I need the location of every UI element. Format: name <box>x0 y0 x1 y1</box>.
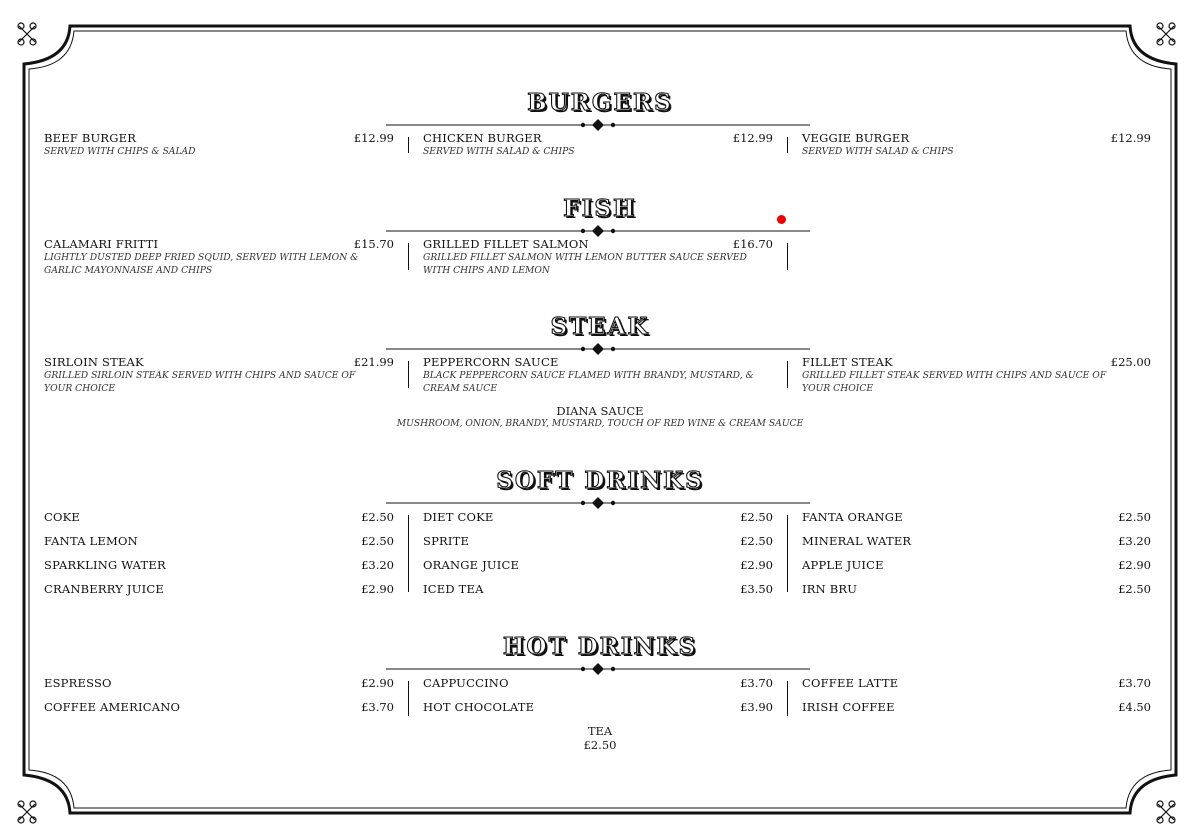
item-name: SPARKLING WATER <box>44 558 166 572</box>
drink-cappuccino <box>423 676 509 690</box>
item-description-line-2: WITH CHIPS AND LEMON <box>423 264 550 276</box>
item-price: £12.99 <box>353 131 394 145</box>
menu-item-sirloin-steak <box>44 355 355 395</box>
item-name: COFFEE LATTE <box>802 676 899 690</box>
item-price: £2.50 <box>361 534 394 548</box>
item-price: £3.70 <box>740 676 773 690</box>
menu-item-fillet-steak <box>802 355 1106 395</box>
item-name: CRANBERRY JUICE <box>44 582 164 596</box>
item-description-line-2: YOUR CHOICE <box>802 382 874 394</box>
column-divider <box>408 515 409 592</box>
item-name: GRILLED FILLET SALMON <box>423 237 589 251</box>
item-name: FANTA ORANGE <box>802 510 903 524</box>
item-name: SPRITE <box>423 534 470 548</box>
drink-sparkling-water <box>44 558 166 572</box>
item-name: FILLET STEAK <box>802 355 893 369</box>
item-description-line-1: GRILLED SIRLOIN STEAK SERVED WITH CHIPS AND SAUCE OF <box>44 370 356 381</box>
item-price: £16.70 <box>732 237 773 251</box>
item-description-line-1: LIGHTLY DUSTED DEEP FRIED SQUID, SERVED WITH LEMON & <box>44 252 359 263</box>
drink-espresso <box>44 676 112 690</box>
column-divider <box>408 361 409 388</box>
item-name: FANTA LEMON <box>44 534 138 548</box>
item-price: £2.50 <box>1118 510 1151 524</box>
item-price: £15.70 <box>353 237 394 251</box>
menu-item-calamari <box>44 237 358 277</box>
item-name: IRN BRU <box>802 582 858 596</box>
item-price: £12.99 <box>732 131 773 145</box>
drink-tea <box>300 724 900 752</box>
item-price: £21.99 <box>353 355 394 369</box>
drink-mineral-water <box>802 534 911 548</box>
item-name: MINERAL WATER <box>802 534 912 548</box>
item-name: CALAMARI FRITTI <box>44 237 159 251</box>
item-price: £2.90 <box>361 582 394 596</box>
drink-coffee-latte <box>802 676 898 690</box>
drink-irish-coffee <box>802 700 895 714</box>
item-name: HOT CHOCOLATE <box>423 700 535 714</box>
item-name: DIANA SAUCE <box>556 404 644 418</box>
column-divider <box>787 361 788 388</box>
item-name: APPLE JUICE <box>802 558 884 572</box>
item-price: £2.50 <box>1118 582 1151 596</box>
item-name: CAPPUCCINO <box>423 676 509 690</box>
drink-hot-chocolate <box>423 700 534 714</box>
item-name: CHICKEN BURGER <box>423 131 542 145</box>
item-price: £2.50 <box>740 534 773 548</box>
item-price: £2.50 <box>583 738 617 752</box>
menu-item-salmon <box>423 237 747 277</box>
item-description: SERVED WITH SALAD & CHIPS <box>423 146 575 157</box>
item-description-line-2: YOUR CHOICE <box>44 382 116 394</box>
burgers-title: BURGERS <box>527 89 673 116</box>
drink-diet-coke <box>423 510 494 524</box>
fish-title: FISH <box>563 195 637 222</box>
item-price: £3.70 <box>1118 676 1151 690</box>
item-price: £3.70 <box>361 700 394 714</box>
drink-apple-juice <box>802 558 884 572</box>
item-description: MUSHROOM, ONION, BRANDY, MUSTARD, TOUCH OF RED WINE & CREAM SAUCE <box>396 418 804 429</box>
drink-coffee-americano <box>44 700 180 714</box>
item-name: COFFEE AMERICANO <box>44 700 181 714</box>
hot-drinks-title: HOT DRINKS <box>502 633 698 660</box>
column-divider <box>787 243 788 270</box>
item-price: £12.99 <box>1110 131 1151 145</box>
menu-item-chicken-burger <box>423 131 575 159</box>
item-name: BEEF BURGER <box>44 131 137 145</box>
item-name: VEGGIE BURGER <box>802 131 910 145</box>
item-name: TEA <box>587 724 613 738</box>
item-description-line-2: CREAM SAUCE <box>423 382 498 394</box>
item-description: SERVED WITH CHIPS & SALAD <box>44 146 196 157</box>
item-name: ESPRESSO <box>44 676 112 690</box>
steak-divider <box>386 342 810 356</box>
drink-irn-bru <box>802 582 857 596</box>
item-price: £3.20 <box>1118 534 1151 548</box>
item-price: £3.90 <box>740 700 773 714</box>
drink-sprite <box>423 534 469 548</box>
column-divider <box>408 681 409 716</box>
column-divider <box>787 515 788 592</box>
item-price: £2.90 <box>1118 558 1151 572</box>
menu-item-beef-burger <box>44 131 196 159</box>
drink-orange-juice <box>423 558 519 572</box>
item-price: £2.90 <box>361 676 394 690</box>
fish-divider <box>386 224 810 238</box>
item-price: £2.50 <box>361 510 394 524</box>
item-name: COKE <box>44 510 81 524</box>
steak-title: STEAK <box>550 313 650 340</box>
item-price: £25.00 <box>1110 355 1151 369</box>
item-name: IRISH COFFEE <box>802 700 895 714</box>
item-description-line-1: BLACK PEPPERCORN SAUCE FLAMED WITH BRANDY, MUSTARD, & <box>423 370 754 381</box>
item-name: SIRLOIN STEAK <box>44 355 144 369</box>
soft-drinks-title: SOFT DRINKS <box>496 467 704 494</box>
column-divider <box>787 137 788 153</box>
drink-iced-tea <box>423 582 484 596</box>
item-description-line-2: GARLIC MAYONNAISE AND CHIPS <box>44 264 213 276</box>
menu-item-diana-sauce <box>300 404 900 429</box>
drink-fanta-lemon <box>44 534 138 548</box>
column-divider <box>408 243 409 270</box>
item-price: £3.20 <box>361 558 394 572</box>
item-price: £3.50 <box>740 582 773 596</box>
drink-fanta-orange <box>802 510 903 524</box>
item-name: ORANGE JUICE <box>423 558 520 572</box>
item-name: ICED TEA <box>423 582 484 596</box>
item-name: DIET COKE <box>423 510 494 524</box>
item-price: £2.90 <box>740 558 773 572</box>
burgers-divider <box>386 118 810 132</box>
drink-cranberry-juice <box>44 582 164 596</box>
item-description: SERVED WITH SALAD & CHIPS <box>802 146 954 157</box>
item-description-line-1: GRILLED FILLET SALMON WITH LEMON BUTTER SAUCE SERVED <box>423 252 747 263</box>
drink-coke <box>44 510 80 524</box>
red-dot-marker <box>777 215 786 224</box>
soft-drinks-divider <box>386 496 810 510</box>
item-description-line-1: GRILLED FILLET STEAK SERVED WITH CHIPS AND SAUCE OF <box>802 370 1107 381</box>
menu-item-veggie-burger <box>802 131 954 159</box>
hot-drinks-divider <box>386 662 810 676</box>
item-name: PEPPERCORN SAUCE <box>423 355 559 369</box>
menu-item-peppercorn-sauce <box>423 355 754 395</box>
item-price: £4.50 <box>1118 700 1151 714</box>
item-price: £2.50 <box>740 510 773 524</box>
column-divider <box>408 137 409 153</box>
column-divider <box>787 681 788 716</box>
